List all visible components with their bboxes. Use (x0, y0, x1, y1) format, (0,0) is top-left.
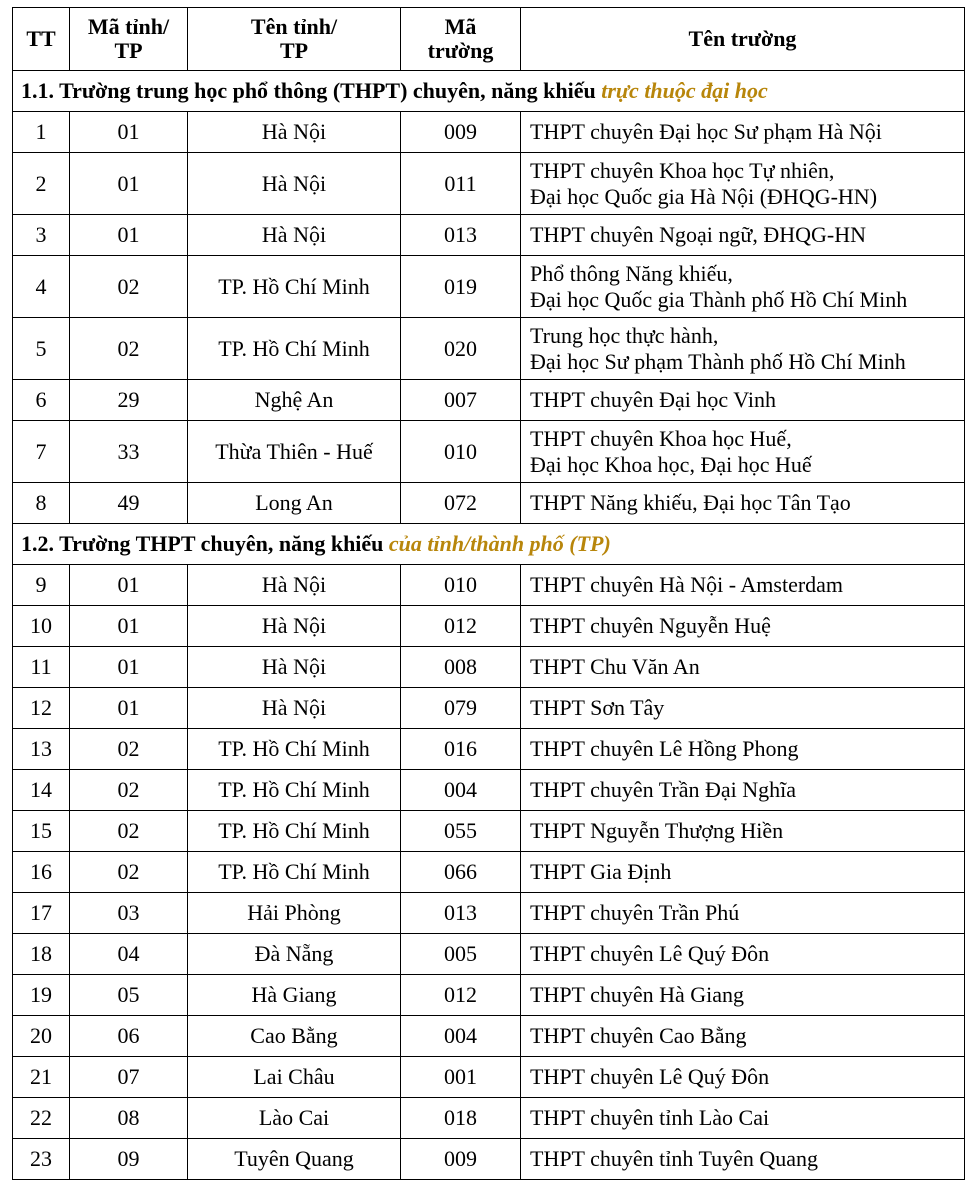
section-header-row (13, 524, 965, 565)
section-title (13, 524, 965, 565)
cell-school-code: 019 (401, 256, 521, 318)
school-name-line: THPT Sơn Tây (530, 695, 665, 720)
cell-province-name: TP. Hồ Chí Minh (188, 811, 401, 852)
table-row (13, 565, 965, 606)
cell-province-name: Hà Giang (188, 975, 401, 1016)
cell-tt: 2 (13, 153, 70, 215)
header-province-name: Tên tỉnh/ TP (188, 8, 401, 71)
cell-province-code: 49 (70, 483, 188, 524)
cell-tt: 19 (13, 975, 70, 1016)
table-row (13, 893, 965, 934)
cell-school-code: 009 (401, 1139, 521, 1180)
cell-school-name (521, 565, 965, 606)
cell-province-name: TP. Hồ Chí Minh (188, 770, 401, 811)
cell-province-name: Lai Châu (188, 1057, 401, 1098)
cell-province-code: 02 (70, 318, 188, 380)
cell-province-code: 07 (70, 1057, 188, 1098)
cell-province-code: 29 (70, 380, 188, 421)
cell-school-code: 066 (401, 852, 521, 893)
cell-province-name: Hà Nội (188, 112, 401, 153)
cell-tt: 9 (13, 565, 70, 606)
table-row (13, 606, 965, 647)
cell-province-code: 02 (70, 256, 188, 318)
cell-province-code: 01 (70, 688, 188, 729)
school-name-line: THPT chuyên Đại học Sư phạm Hà Nội (530, 119, 882, 144)
cell-province-name: Lào Cai (188, 1098, 401, 1139)
school-name-line: THPT chuyên Trần Đại Nghĩa (530, 777, 797, 802)
cell-school-name (521, 934, 965, 975)
header-row (13, 8, 965, 71)
table-row (13, 256, 965, 318)
header-school-name: Tên trường (521, 8, 965, 71)
section-title-text: 1.1. Trường trung học phổ thông (THPT) chuyên, năng khiếu (21, 78, 602, 103)
cell-school-code: 018 (401, 1098, 521, 1139)
cell-school-name (521, 770, 965, 811)
cell-school-name (521, 1016, 965, 1057)
cell-school-code: 055 (401, 811, 521, 852)
table-row (13, 483, 965, 524)
cell-school-name (521, 483, 965, 524)
section-title (13, 71, 965, 112)
header-province-code: Mã tỉnh/ TP (70, 8, 188, 71)
school-name-line: THPT Năng khiếu, Đại học Tân Tạo (530, 490, 851, 515)
cell-province-code: 05 (70, 975, 188, 1016)
cell-tt: 23 (13, 1139, 70, 1180)
cell-province-code: 01 (70, 565, 188, 606)
cell-province-name: TP. Hồ Chí Minh (188, 318, 401, 380)
cell-tt: 13 (13, 729, 70, 770)
cell-school-name (521, 729, 965, 770)
cell-province-code: 08 (70, 1098, 188, 1139)
school-name-line: THPT chuyên Khoa học Huế, (530, 425, 792, 451)
table-row (13, 647, 965, 688)
cell-school-code: 007 (401, 380, 521, 421)
cell-school-code: 008 (401, 647, 521, 688)
school-name-line: THPT chuyên Lê Hồng Phong (530, 736, 799, 761)
cell-province-code: 06 (70, 1016, 188, 1057)
cell-province-name: TP. Hồ Chí Minh (188, 852, 401, 893)
cell-tt: 3 (13, 215, 70, 256)
school-name-line: THPT chuyên Khoa học Tự nhiên, (530, 157, 835, 183)
table-row (13, 688, 965, 729)
cell-school-name (521, 153, 965, 215)
cell-province-code: 01 (70, 647, 188, 688)
cell-school-code: 013 (401, 893, 521, 934)
table-row (13, 112, 965, 153)
section-title-text: 1.2. Trường THPT chuyên, năng khiếu (21, 531, 389, 556)
cell-school-code: 004 (401, 770, 521, 811)
school-name-line: THPT chuyên Đại học Vinh (530, 387, 776, 412)
table-row (13, 934, 965, 975)
table-body (13, 71, 965, 1180)
header-tt: TT (13, 8, 70, 71)
cell-province-code: 04 (70, 934, 188, 975)
cell-school-code: 010 (401, 421, 521, 483)
cell-school-name (521, 215, 965, 256)
cell-school-name (521, 256, 965, 318)
cell-tt: 10 (13, 606, 70, 647)
cell-province-name: Thừa Thiên - Huế (188, 421, 401, 483)
table-row (13, 1016, 965, 1057)
cell-tt: 11 (13, 647, 70, 688)
table-row (13, 318, 965, 380)
cell-school-name (521, 606, 965, 647)
school-name-line: THPT chuyên Cao Bằng (530, 1023, 747, 1048)
school-name-line: THPT chuyên tỉnh Lào Cai (530, 1105, 770, 1130)
cell-school-name (521, 1139, 965, 1180)
cell-province-name: Đà Nẵng (188, 934, 401, 975)
cell-province-name: Hà Nội (188, 153, 401, 215)
cell-province-name: Hà Nội (188, 647, 401, 688)
cell-school-name (521, 893, 965, 934)
cell-province-code: 02 (70, 811, 188, 852)
table-row (13, 975, 965, 1016)
table-row (13, 770, 965, 811)
cell-school-code: 004 (401, 1016, 521, 1057)
cell-province-name: Hà Nội (188, 565, 401, 606)
cell-school-name (521, 688, 965, 729)
school-name-line: THPT chuyên Hà Nội - Amsterdam (530, 572, 844, 597)
cell-school-code: 001 (401, 1057, 521, 1098)
cell-province-code: 02 (70, 729, 188, 770)
school-name-line: Trung học thực hành, (530, 322, 719, 348)
cell-school-name (521, 112, 965, 153)
cell-province-code: 01 (70, 112, 188, 153)
cell-school-name (521, 975, 965, 1016)
cell-tt: 20 (13, 1016, 70, 1057)
cell-province-name: Hà Nội (188, 606, 401, 647)
section-title-accent: của tỉnh/thành phố (TP) (388, 531, 611, 556)
cell-school-code: 020 (401, 318, 521, 380)
table-row (13, 215, 965, 256)
cell-province-name: Hà Nội (188, 215, 401, 256)
school-name-line: THPT chuyên Lê Quý Đôn (530, 1064, 770, 1089)
table-row (13, 1057, 965, 1098)
cell-school-name (521, 318, 965, 380)
school-name-line: THPT chuyên Ngoại ngữ, ĐHQG-HN (530, 222, 866, 247)
cell-tt: 18 (13, 934, 70, 975)
cell-province-name: TP. Hồ Chí Minh (188, 729, 401, 770)
school-name-line: Đại học Sư phạm Thành phố Hồ Chí Minh (530, 348, 906, 374)
header-school-code: Mã trường (401, 8, 521, 71)
school-name-line: Phổ thông Năng khiếu, (530, 260, 733, 286)
table-row (13, 421, 965, 483)
table-row (13, 380, 965, 421)
cell-tt: 4 (13, 256, 70, 318)
cell-school-name (521, 380, 965, 421)
cell-province-name: Hà Nội (188, 688, 401, 729)
school-name-line: THPT Nguyễn Thượng Hiền (530, 818, 784, 843)
table-row (13, 852, 965, 893)
cell-school-code: 013 (401, 215, 521, 256)
school-name-line: THPT Gia Định (530, 859, 672, 884)
cell-school-name (521, 811, 965, 852)
school-name-line: THPT chuyên Nguyễn Huệ (530, 613, 771, 638)
cell-province-code: 33 (70, 421, 188, 483)
table-row (13, 729, 965, 770)
cell-province-name: TP. Hồ Chí Minh (188, 256, 401, 318)
cell-school-code: 016 (401, 729, 521, 770)
cell-province-code: 02 (70, 770, 188, 811)
table-row (13, 1098, 965, 1139)
section-title-accent: trực thuộc đại học (601, 78, 768, 103)
cell-province-name: Tuyên Quang (188, 1139, 401, 1180)
cell-tt: 5 (13, 318, 70, 380)
cell-school-code: 012 (401, 606, 521, 647)
cell-tt: 21 (13, 1057, 70, 1098)
cell-province-code: 03 (70, 893, 188, 934)
cell-province-name: Hải Phòng (188, 893, 401, 934)
cell-province-code: 01 (70, 606, 188, 647)
cell-school-code: 009 (401, 112, 521, 153)
section-header-row (13, 71, 965, 112)
cell-tt: 8 (13, 483, 70, 524)
cell-tt: 7 (13, 421, 70, 483)
cell-school-name (521, 1098, 965, 1139)
cell-school-name (521, 1057, 965, 1098)
cell-school-name (521, 647, 965, 688)
cell-school-code: 011 (401, 153, 521, 215)
cell-tt: 6 (13, 380, 70, 421)
school-name-line: THPT Chu Văn An (530, 654, 700, 679)
school-name-line: THPT chuyên Hà Giang (530, 982, 745, 1007)
cell-province-name: Cao Bằng (188, 1016, 401, 1057)
cell-tt: 1 (13, 112, 70, 153)
cell-school-name (521, 852, 965, 893)
cell-tt: 12 (13, 688, 70, 729)
cell-tt: 14 (13, 770, 70, 811)
school-name-line: THPT chuyên Trần Phú (530, 900, 740, 925)
cell-province-code: 02 (70, 852, 188, 893)
cell-school-code: 012 (401, 975, 521, 1016)
school-name-line: Đại học Khoa học, Đại học Huế (530, 451, 812, 477)
table-row (13, 153, 965, 215)
cell-school-code: 079 (401, 688, 521, 729)
school-name-line: THPT chuyên tỉnh Tuyên Quang (530, 1146, 819, 1171)
school-name-line: Đại học Quốc gia Thành phố Hồ Chí Minh (530, 286, 908, 312)
cell-school-code: 005 (401, 934, 521, 975)
cell-province-code: 01 (70, 215, 188, 256)
school-name-line: THPT chuyên Lê Quý Đôn (530, 941, 770, 966)
table-row (13, 1139, 965, 1180)
cell-tt: 16 (13, 852, 70, 893)
cell-school-name (521, 421, 965, 483)
cell-province-code: 01 (70, 153, 188, 215)
cell-province-code: 09 (70, 1139, 188, 1180)
table-row (13, 811, 965, 852)
school-name-line: Đại học Quốc gia Hà Nội (ĐHQG-HN) (530, 183, 878, 209)
cell-school-code: 072 (401, 483, 521, 524)
cell-province-name: Long An (188, 483, 401, 524)
cell-tt: 22 (13, 1098, 70, 1139)
cell-province-name: Nghệ An (188, 380, 401, 421)
schools-table (12, 7, 965, 1180)
cell-tt: 17 (13, 893, 70, 934)
cell-tt: 15 (13, 811, 70, 852)
cell-school-code: 010 (401, 565, 521, 606)
